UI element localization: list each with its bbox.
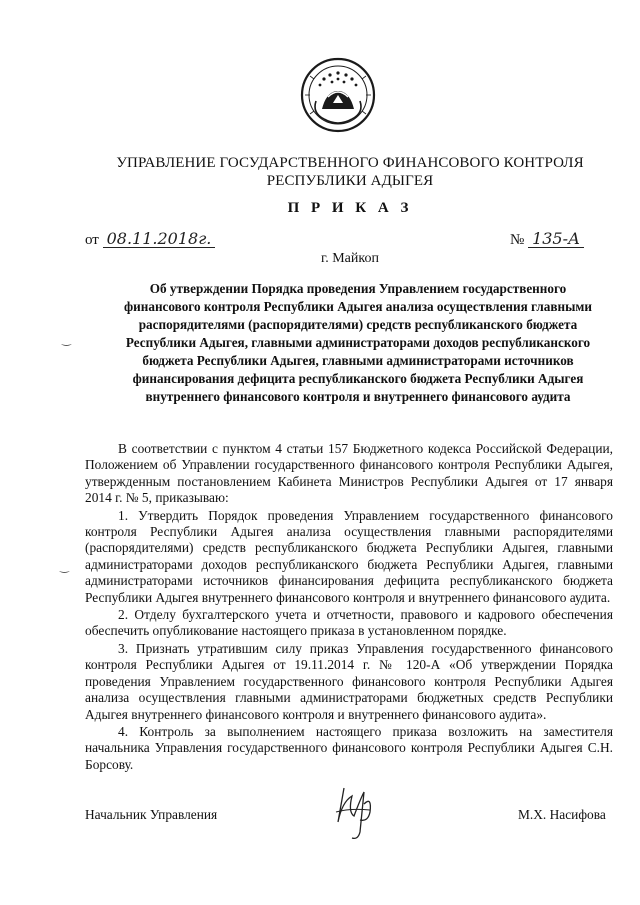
clause-4-paragraph: 4. Контроль за выполнением настоящего приказа возложить на заместителя начальника Управления государственного финансового контроля Республики Адыгея С.Н. Борсову. xyxy=(85,723,613,772)
handwritten-signature xyxy=(330,782,380,844)
city: г. Майкоп xyxy=(321,251,379,266)
subject-line: распорядителями (распорядителями) средств республиканского бюджета xyxy=(138,317,578,332)
subject-line: бюджета Республики Адыгея, главными администраторами источников xyxy=(142,353,574,368)
organization-name-line2: РЕСПУБЛИКИ АДЫГЕЯ xyxy=(266,173,434,189)
margin-mark: ‿ xyxy=(62,334,71,346)
date-field xyxy=(85,230,215,249)
preamble-paragraph: В соответствии с пунктом 4 статьи 157 Бюджетного кодекса Российской Федерации, Положением об Управлении государственного финансового контроля Республики Адыгея, утвержденным постановлением Кабинета Министров Республики Адыгея от 17 января 2014 г. № 5, приказываю: xyxy=(85,441,613,506)
subject-line: внутреннего финансового контроля и внутреннего финансового аудита xyxy=(145,389,571,404)
subject-line: Об утверждении Порядка проведения Управлением государственного xyxy=(149,281,567,296)
clause-1-paragraph: 1. Утвердить Порядок проведения Управлением государственного финансового контроля Республики Адыгея анализа осуществления главными распорядителями (распорядителями) средств республиканского бюджета Республики Адыгея, главными администраторами доходов республиканского бюджета Республики Адыгея, главными администраторами источников финансирования дефицита республиканского бюджета Республики Адыгея внутреннего финансового контроля и внутреннего финансового аудита. xyxy=(85,507,613,605)
signatory-name: М.Х. Насифова xyxy=(518,807,606,822)
number-prefix: № xyxy=(510,232,525,248)
order-subject xyxy=(108,280,608,406)
signatory-title: Начальник Управления xyxy=(85,807,218,822)
republic-emblem-icon xyxy=(300,57,376,133)
subject-line: финансового контроля Республики Адыгея анализа осуществления главными xyxy=(124,299,592,314)
number-field xyxy=(510,230,584,249)
clause-2-paragraph: 2. Отделу бухгалтерского учета и отчетности, правового и кадрового обеспечения обеспечить опубликование настоящего приказа в установленном порядке. xyxy=(85,607,613,639)
handwritten-number: 135-А xyxy=(528,230,584,248)
margin-mark: ‿ xyxy=(60,561,69,573)
date-prefix: от xyxy=(85,232,99,248)
subject-line: Республики Адыгея, главными администраторами доходов республиканского xyxy=(125,335,591,350)
organization-name-line1: УПРАВЛЕНИЕ ГОСУДАРСТВЕННОГО ФИНАНСОВОГО КОНТРОЛЯ xyxy=(116,155,584,171)
clause-3-paragraph: 3. Признать утратившим силу приказ Управления государственного финансового контроля Республики Адыгея от 19.11.2014 г. № 120-А «Об утверждении Порядка проведения Управлением государственного финансового контроля Республики Адыгея анализа осуществления главными администраторами бюджетных средств Республики Адыгея внутреннего финансового контроля и внутреннего финансового аудита». xyxy=(85,640,613,722)
order-body xyxy=(85,441,613,774)
handwritten-date: 08.11.2018г. xyxy=(103,230,216,248)
subject-line: финансирования дефицита республиканского бюджета Республики Адыгея xyxy=(132,371,584,386)
document-type-title: П Р И К А З xyxy=(287,200,413,216)
